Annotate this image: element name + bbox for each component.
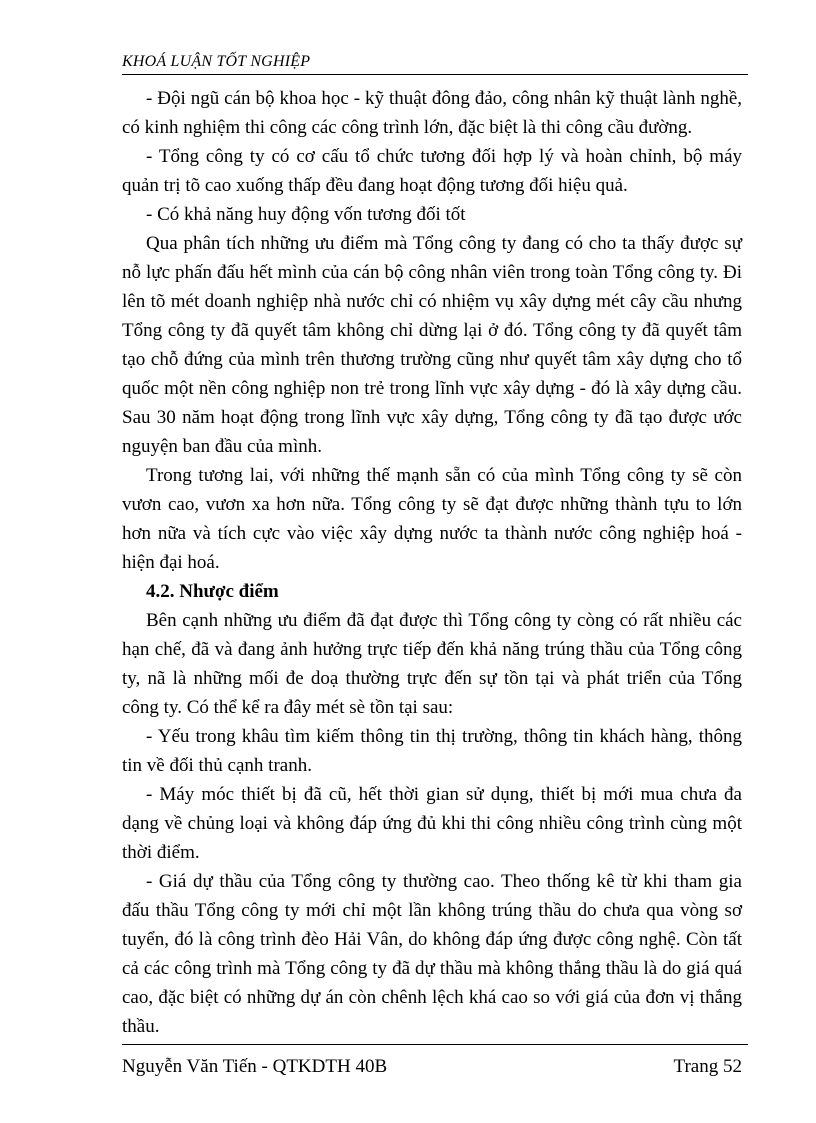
section-heading: 4.2. Nhược điểm xyxy=(146,581,279,602)
paragraph: - Có khả năng huy động vốn tương đối tốt xyxy=(146,204,466,225)
page-header xyxy=(122,50,748,75)
paragraph: - Yếu trong khâu tìm kiếm thông tin thị trường, thông tin khách hàng, thông tin về đối thủ cạnh tranh. xyxy=(122,726,742,776)
page-body xyxy=(122,84,742,1041)
paragraph: - Máy móc thiết bị đã cũ, hết thời gian sử dụng, thiết bị mới mua chưa đa dạng về chủng loại và không đáp ứng đủ khi thi công nhiều công trình cùng một thời điểm. xyxy=(122,784,742,863)
paragraph: - Đội ngũ cán bộ khoa học - kỹ thuật đông đảo, công nhân kỹ thuật lành nghề, có kinh nghiệm thi công các công trình lớn, đặc biệt là thi công cầu đường. xyxy=(122,88,742,138)
page-footer xyxy=(122,1044,748,1077)
page-number: Trang 52 xyxy=(673,1056,742,1077)
paragraph: - Tổng công ty có cơ cấu tổ chức tương đối hợp lý và hoàn chỉnh, bộ máy quản trị tõ cao xuống thấp đều đang hoạt động tương đối hiệu quả. xyxy=(122,146,742,196)
paragraph: Qua phân tích những ưu điểm mà Tổng công ty đang có cho ta thấy được sự nỗ lực phấn đấu hết mình của cán bộ công nhân viên trong toàn Tổng công ty. Đi lên tõ mét doanh nghiệp nhà nước chỉ có nhiệm vụ xây dựng mét cây cầu nhưng Tổng công ty đã quyết tâm không chỉ dừng lại ở đó. Tổng công ty đã quyết tâm tạo chỗ đứng của mình trên thương trường cũng như quyết tâm xây dựng cho tổ quốc một nền công nghiệp non trẻ trong lĩnh vực xây dựng - đó là xây dựng cầu. Sau 30 năm hoạt động trong lĩnh vực xây dựng, Tổng công ty đã tạo được ước nguyện ban đầu của mình. xyxy=(122,233,742,457)
paragraph: Bên cạnh những ưu điểm đã đạt được thì Tổng công ty còng có rất nhiều các hạn chế, đã và đang ảnh hưởng trực tiếp đến khả năng trúng thầu của Tổng công ty, nã là những mối đe doạ thường trực đến sự tồn tại và phát triển của Tổng công ty. Có thể kể ra đây mét sè tồn tại sau: xyxy=(122,610,742,718)
paragraph: Trong tương lai, với những thế mạnh sẵn có của mình Tổng công ty sẽ còn vươn cao, vươn xa hơn nữa. Tổng công ty sẽ đạt được những thành tựu to lớn hơn nữa và tích cực vào việc xây dựng nước ta thành nước công nghiệp hoá - hiện đại hoá. xyxy=(122,465,742,573)
header-title: KHOÁ LUẬN TỐT NGHIỆP xyxy=(122,53,311,70)
paragraph: - Giá dự thầu của Tổng công ty thường cao. Theo thống kê từ khi tham gia đấu thầu Tổng công ty mới chỉ một lần không trúng thầu do chưa qua vòng sơ tuyển, đó là công trình đèo Hải Vân, do không đáp ứng được công nghệ. Còn tất cả các công trình mà Tổng công ty đã dự thầu mà không thắng thầu là do giá quá cao, đặc biệt có những dự án còn chênh lệch khá cao so với giá của đơn vị thắng thầu. xyxy=(122,871,742,1037)
footer-author: Nguyễn Văn Tiến - QTKDTH 40B xyxy=(122,1056,388,1077)
